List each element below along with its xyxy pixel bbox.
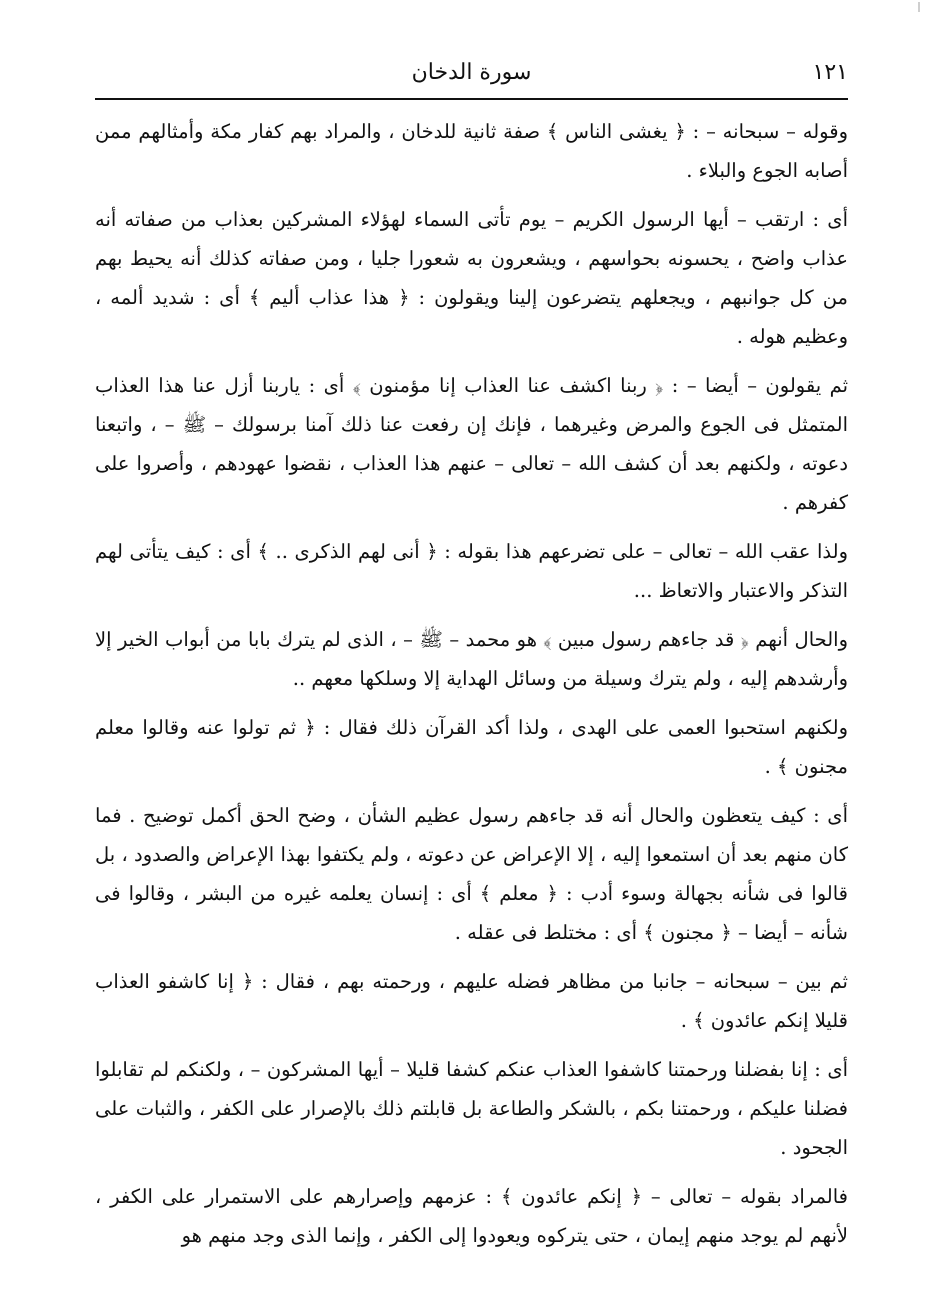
paragraph: ثم بين – سبحانه – جانبا من مظاهر فضله عليهم ، ورحمته بهم ، فقال : ﴿ إنا كاشفو العذاب قليلا إنكم عائدون ﴾ . xyxy=(95,970,848,1032)
paragraph: فالمراد بقوله – تعالى – ﴿ إنكم عائدون ﴾ : عزمهم وإصرارهم على الاستمرار على الكفر ، لأنهم لم يوجد منهم إيمان ، حتى يتركوه ويعودوا إلى الكفر ، وإنما الذى وجد منهم هو xyxy=(95,1185,848,1247)
paragraph: أى : ارتقب – أيها الرسول الكريم – يوم تأتى السماء لهؤلاء المشركين بعذاب من صفاته أنه عذاب واضح ، يحسونه بحواسهم ، ويشعرون به شعورا جليا ، ومن صفاته كذلك أنه يحيط بهم من كل جوانبهم ، ويجعلهم يتضرعون إلينا ويقولون : ﴿ هذا عذاب أليم ﴾ أى : شديد ألمه ، وعظيم هوله . xyxy=(95,208,848,348)
header-divider xyxy=(95,98,848,100)
page-number: ١٢١ xyxy=(812,60,848,85)
page-body xyxy=(95,112,848,1247)
paragraph: والحال أنهم ﴿ قد جاءهم رسول مبين ﴾ هو محمد – ﷺ – ، الذى لم يترك بابا من أبواب الخير إلا وأرشدهم إليه ، ولم يترك وسيلة من وسائل الهداية إلا وسلكها معهم .. xyxy=(95,628,848,690)
paragraph: ثم يقولون – أيضا – : ﴿ ربنا اكشف عنا العذاب إنا مؤمنون ﴾ أى : ياربنا أزل عنا هذا العذاب المتمثل فى الجوع والمرض وغيرهما ، فإنك إن رفعت عنا ذلك آمنا برسولك – ﷺ – ، واتبعنا دعوته ، ولكنهم بعد أن كشف الله – تعالى – عنهم هذا العذاب ، نقضوا عهودهم ، وأصروا على كفرهم . xyxy=(95,374,848,514)
paragraph: ولذا عقب الله – تعالى – على تضرعهم هذا بقوله : ﴿ أنى لهم الذكرى .. ﴾ أى : كيف يتأتى لهم التذكر والاعتبار والاتعاظ ... xyxy=(95,540,848,602)
paragraph: ولكنهم استحبوا العمى على الهدى ، ولذا أكد القرآن ذلك فقال : ﴿ ثم تولوا عنه وقالوا معلم مجنون ﴾ . xyxy=(95,716,848,778)
surah-title: سورة الدخان xyxy=(411,60,532,85)
paragraph: وقوله – سبحانه – : ﴿ يغشى الناس ﴾ صفة ثانية للدخان ، والمراد بهم كفار مكة وأمثالهم ممن أصابه الجوع والبلاء . xyxy=(95,120,848,182)
page-header xyxy=(95,58,848,100)
paragraph: أى : كيف يتعظون والحال أنه قد جاءهم رسول عظيم الشأن ، وضح الحق أكمل توضيح . فما كان منهم بعد أن استمعوا إليه ، إلا الإعراض عن دعوته ، ولم يكتفوا بهذا الإعراض والصدود ، بل قالوا فى شأنه بجهالة وسوء أدب : ﴿ معلم ﴾ أى : إنسان يعلمه غيره من البشر ، وقالوا فى شأنه – أيضا – ﴿ مجنون ﴾ أى : مختلط فى عقله . xyxy=(95,804,848,944)
scan-mark xyxy=(918,2,920,12)
paragraph: أى : إنا بفضلنا ورحمتنا كاشفوا العذاب عنكم كشفا قليلا – أيها المشركون – ، ولكنكم لم تقابلوا فضلنا عليكم ، ورحمتنا بكم ، بالشكر والطاعة بل قابلتم ذلك بالإصرار على الكفر ، والثبات على الجحود . xyxy=(95,1058,848,1159)
